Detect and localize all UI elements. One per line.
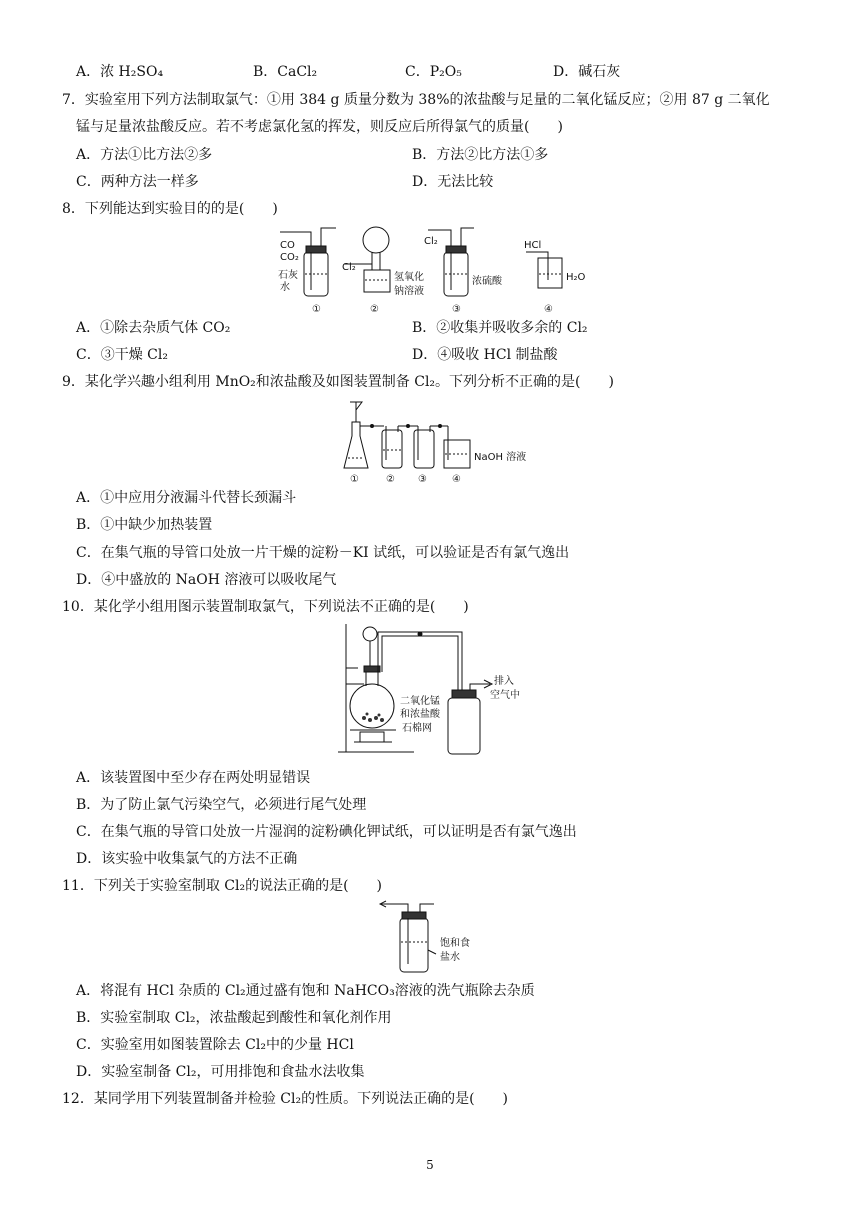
q9-option-b: B．①中缺少加热装置: [76, 517, 213, 533]
q10-option-a: A．该装置图中至少存在两处明显错误: [76, 770, 311, 786]
q10-option-d: D．该实验中收集氯气的方法不正确: [76, 851, 298, 867]
q7-stem-line1: 7．实验室用下列方法制取氯气：①用 384 g 质量分数为 38%的浓盐酸与足量的二氧化锰反应；②用 87 g 二氧化: [62, 92, 770, 108]
q9-option-c: C．在集气瓶的导管口处放一片干燥的淀粉－KI 试纸，可以验证是否有氯气逸出: [76, 545, 570, 561]
q10-option-b: B．为了防止氯气污染空气，必须进行尾气处理: [76, 797, 367, 813]
q11-label-brine-1: 饱和食: [440, 938, 470, 949]
q10-label-gauze: 石棉网: [402, 723, 432, 734]
q8-label-co2: CO₂: [280, 252, 299, 263]
q8-label-h2o: H₂O: [566, 272, 586, 283]
q11-stem: 11．下列关于实验室制取 Cl₂的说法正确的是( ): [62, 878, 382, 894]
q8-number-4: ④: [544, 304, 553, 315]
q10-stem: 10．某化学小组用图示装置制取氯气，下列说法不正确的是( ): [62, 599, 469, 615]
q11-option-d: D．实验室制备 Cl₂，可用排饱和食盐水法收集: [76, 1064, 365, 1080]
q8-stem: 8．下列能达到实验目的的是( ): [62, 201, 278, 217]
q8-label-co: CO: [280, 240, 295, 251]
q6-option-c: C．P₂O₅: [405, 64, 462, 80]
q8-option-d: D．④吸收 HCl 制盐酸: [412, 347, 558, 363]
q7-option-d: D．无法比较: [412, 174, 494, 190]
q7-option-c: C．两种方法一样多: [76, 174, 199, 190]
q8-label-cl2-2: Cl₂: [342, 262, 356, 273]
q9-number-2: ②: [386, 474, 395, 484]
q9-number-3: ③: [418, 474, 427, 484]
q8-label-cl2-3: Cl₂: [424, 236, 438, 247]
q10-label-exhaust-1: 排入: [494, 676, 514, 687]
q8-label-hcl: HCl: [524, 240, 542, 251]
q9-option-d: D．④中盛放的 NaOH 溶液可以吸收尾气: [76, 572, 337, 588]
q6-option-a: A．浓 H₂SO₄: [76, 64, 164, 80]
q12-stem: 12．某同学用下列装置制备并检验 Cl₂的性质。下列说法正确的是( ): [62, 1091, 508, 1107]
q11-option-b: B．实验室制取 Cl₂，浓盐酸起到酸性和氧化剂作用: [76, 1010, 392, 1026]
page-number: 5: [426, 1158, 434, 1172]
q9-label-naoh: NaOH 溶液: [474, 452, 527, 463]
q7-stem-line2: 锰与足量浓盐酸反应。若不考虑氯化氢的挥发，则反应后所得氯气的质量( ): [76, 119, 563, 135]
q10-label-exhaust-2: 空气中: [490, 690, 520, 701]
q8-label-limewater-1: 石灰: [278, 270, 298, 281]
q8-number-2: ②: [370, 304, 379, 315]
q8-label-h2so4: 浓硫酸: [472, 276, 502, 287]
q8-option-c: C．③干燥 Cl₂: [76, 347, 168, 363]
q8-number-1: ①: [312, 304, 321, 315]
q8-label-naoh-1: 氢氧化: [394, 272, 424, 283]
q8-label-naoh-2: 钠溶液: [394, 286, 424, 297]
q8-option-a: A．①除去杂质气体 CO₂: [76, 320, 231, 336]
q9-number-4: ④: [452, 474, 461, 484]
q11-apparatus-figure: [376, 898, 486, 976]
q8-label-limewater-2: 水: [280, 282, 290, 293]
q10-label-mno2-1: 二氧化锰: [400, 696, 440, 707]
q9-number-1: ①: [350, 474, 359, 484]
q10-apparatus-figure: [334, 618, 534, 760]
q11-option-a: A．将混有 HCl 杂质的 Cl₂通过盛有饱和 NaHCO₃溶液的洗气瓶除去杂质: [76, 983, 535, 999]
q10-option-c: C．在集气瓶的导管口处放一片湿润的淀粉碘化钾试纸，可以证明是否有氯气逸出: [76, 824, 577, 840]
q9-stem: 9．某化学兴趣小组利用 MnO₂和浓盐酸及如图装置制备 Cl₂。下列分析不正确的是( ): [62, 374, 614, 390]
q11-label-brine-2: 盐水: [440, 952, 460, 963]
q9-option-a: A．①中应用分液漏斗代替长颈漏斗: [76, 490, 297, 506]
q8-option-b: B．②收集并吸收多余的 Cl₂: [412, 320, 588, 336]
q8-apparatus-figure: [276, 218, 594, 318]
q6-option-d: D．碱石灰: [553, 64, 621, 80]
q7-option-b: B．方法②比方法①多: [412, 147, 549, 163]
q8-number-3: ③: [452, 304, 461, 315]
q9-apparatus-figure: [334, 398, 534, 484]
q10-label-mno2-2: 和浓盐酸: [400, 709, 440, 720]
q11-option-c: C．实验室用如图装置除去 Cl₂中的少量 HCl: [76, 1037, 354, 1053]
q6-option-b: B．CaCl₂: [253, 64, 318, 80]
q7-option-a: A．方法①比方法②多: [76, 147, 213, 163]
